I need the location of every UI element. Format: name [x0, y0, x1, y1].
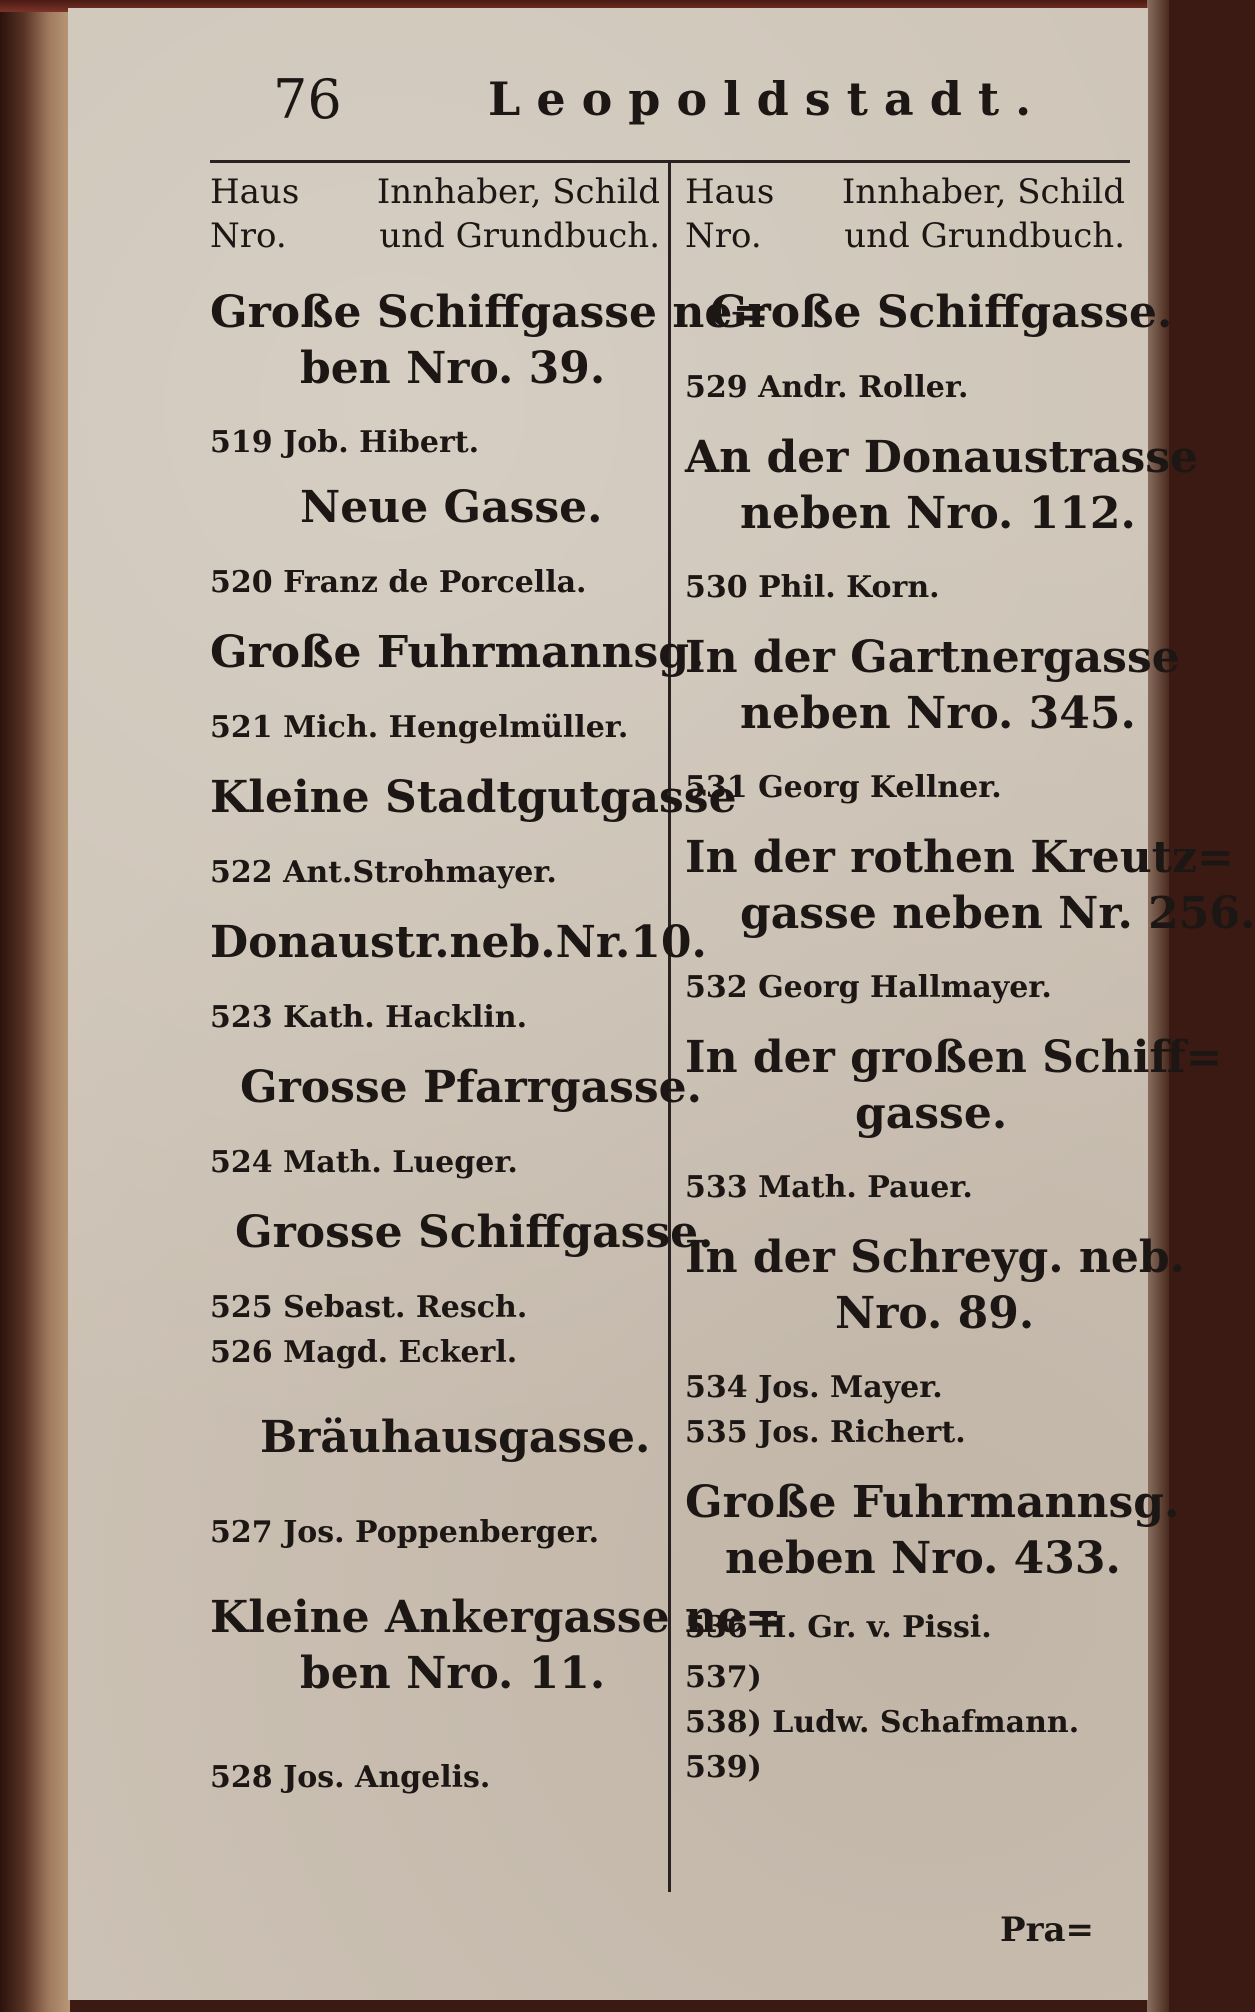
page-header — [208, 68, 1048, 138]
house-entry: 531 Georg Kellner. — [685, 770, 1002, 805]
house-entry: 536 H. Gr. v. Pissi. — [685, 1610, 992, 1645]
street-heading: Grosse Schiffgasse. — [235, 1207, 714, 1258]
header-innhaber: Innhaber, Schild — [376, 172, 660, 212]
street-heading: Kleine Ankergasse ne= ben Nro. 11. — [210, 1592, 782, 1699]
street-heading: Große Fuhrmannsg. neben Nro. 433. — [685, 1477, 1180, 1584]
house-entry: 528 Jos. Angelis. — [210, 1760, 491, 1795]
house-entry: 524 Math. Lueger. — [210, 1145, 518, 1180]
house-entry: 533 Math. Pauer. — [685, 1170, 973, 1205]
house-entry: 532 Georg Hallmayer. — [685, 970, 1052, 1005]
street-heading: An der Donaustrasse neben Nro. 112. — [685, 432, 1199, 539]
street-heading: Donaustr.neb.Nr.10. — [210, 917, 707, 968]
street-heading: Grosse Pfarrgasse. — [240, 1062, 702, 1113]
street-heading: In der Gartnergasse neben Nro. 345. — [685, 632, 1180, 739]
street-heading: Große Schiffgasse ne= ben Nro. 39. — [210, 287, 770, 394]
street-heading: Große Schiffgasse. — [710, 287, 1173, 338]
house-entry: 519 Job. Hibert. — [210, 425, 480, 460]
header-haus: Haus — [210, 172, 300, 212]
house-entry: 526 Magd. Eckerl. — [210, 1335, 518, 1370]
book-binding — [0, 0, 70, 2012]
house-entry: 521 Mich. Hengelmüller. — [210, 710, 629, 745]
left-column-header — [210, 170, 660, 258]
right-column-header — [685, 170, 1125, 258]
house-entry: 538) Ludw. Schafmann. — [685, 1705, 1080, 1740]
street-heading: In der rothen Kreutz= gasse neben Nr. 256. — [685, 832, 1255, 939]
street-heading: Neue Gasse. — [300, 482, 603, 533]
house-entry: 525 Sebast. Resch. — [210, 1290, 528, 1325]
header-innhaber: Innhaber, Schild — [841, 172, 1125, 212]
house-entry: 523 Kath. Hacklin. — [210, 1000, 528, 1035]
header-nro: Nro. — [210, 216, 287, 256]
street-heading: In der großen Schiff= gasse. — [685, 1032, 1223, 1139]
page-number: 76 — [273, 68, 342, 131]
house-entry: 527 Jos. Poppenberger. — [210, 1515, 600, 1550]
street-heading: In der Schreyg. neb. Nro. 89. — [685, 1232, 1185, 1339]
house-entry: 530 Phil. Korn. — [685, 570, 940, 605]
street-heading: Große Fuhrmannsg. — [210, 627, 705, 678]
header-nro: Nro. — [685, 216, 762, 256]
house-entry: 539) — [685, 1750, 762, 1785]
right-column — [685, 170, 1255, 1785]
house-entry: 529 Andr. Roller. — [685, 370, 969, 405]
street-heading: Bräuhausgasse. — [260, 1412, 651, 1463]
running-title: Leopoldstadt. — [488, 72, 1048, 126]
house-entry: 535 Jos. Richert. — [685, 1415, 966, 1450]
header-haus: Haus — [685, 172, 775, 212]
house-entry: 522 Ant.Strohmayer. — [210, 855, 557, 890]
house-entry: 537) — [685, 1660, 762, 1695]
street-heading: Kleine Stadtgutgasse — [210, 772, 737, 823]
header-grundbuch: und Grundbuch. — [844, 216, 1125, 256]
house-entry: 534 Jos. Mayer. — [685, 1370, 943, 1405]
catchword: Pra= — [1000, 1910, 1094, 1950]
house-entry: 520 Franz de Porcella. — [210, 565, 587, 600]
header-grundbuch: und Grundbuch. — [379, 216, 660, 256]
